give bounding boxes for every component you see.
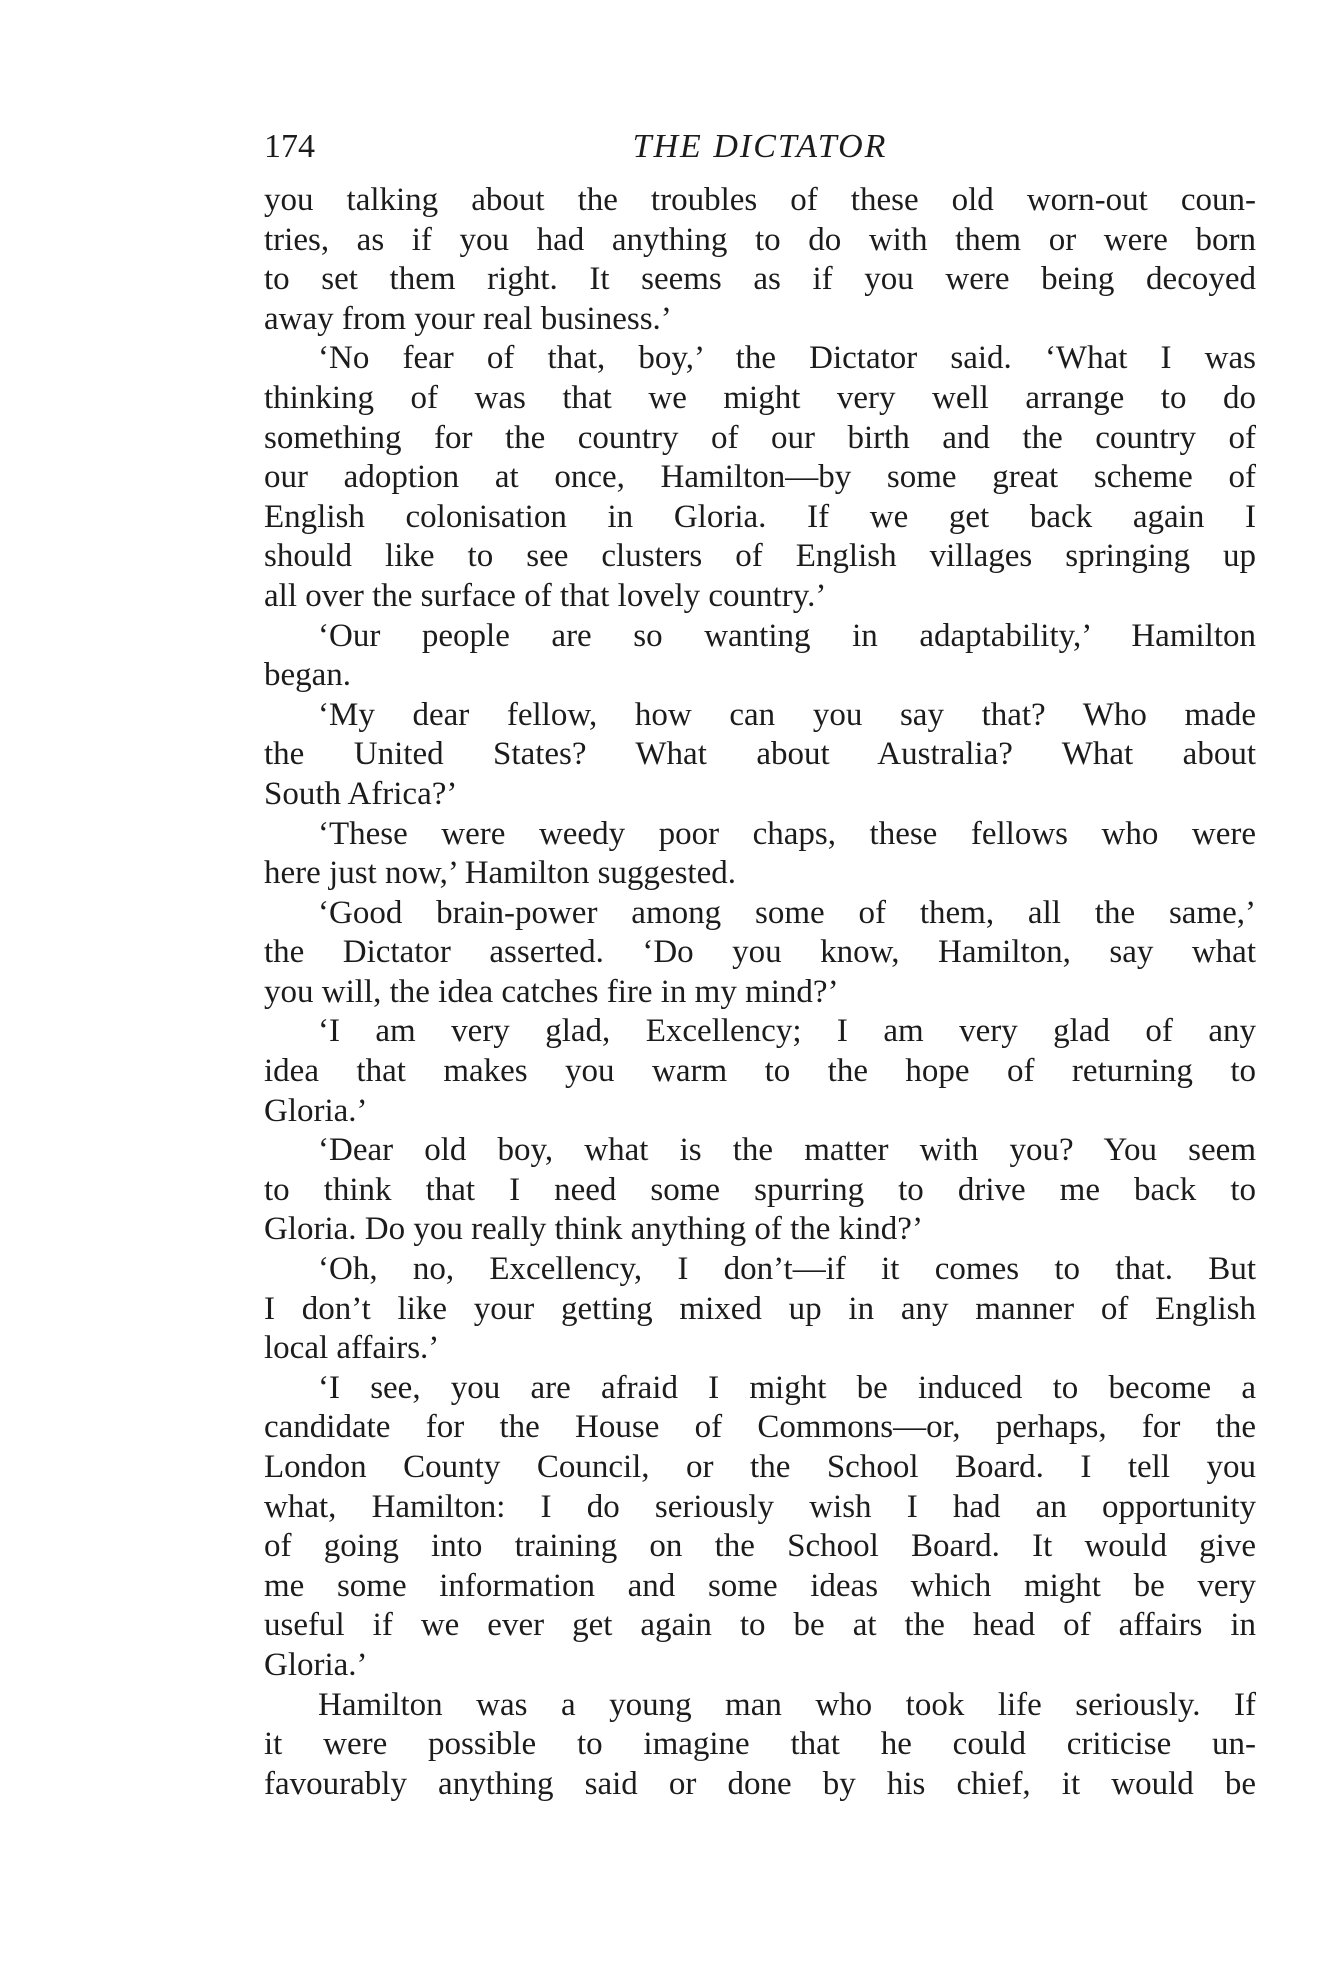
text-line: to set them right. It seems as if you were being decoyed [264,261,1256,298]
text-line: ‘Good brain-power among some of them, all the same,’ [318,894,1256,931]
page-number: 174 [264,128,315,165]
text-line: began. [264,657,352,694]
text-line: tries, as if you had anything to do with them or were born [264,221,1256,258]
text-line: ‘I see, you are afraid I might be induced to become a [318,1369,1256,1406]
running-title: THE DICTATOR [632,128,888,165]
text-line: ‘Oh, no, Excellency, I don’t—if it comes to that. But [318,1251,1256,1288]
text-line: what, Hamilton: I do seriously wish I had an opportunity [264,1488,1256,1525]
text-line: ‘Our people are so wanting in adaptability,’ Hamilton [318,617,1256,654]
text-line: idea that makes you warm to the hope of returning to [264,1053,1256,1090]
text-line: candidate for the House of Commons—or, perhaps, for the [264,1409,1256,1446]
text-line: Gloria.’ [264,1092,368,1129]
text-line: ‘I am very glad, Excellency; I am very glad of any [318,1013,1256,1050]
text-line: all over the surface of that lovely country.’ [264,577,827,614]
text-line: South Africa?’ [264,775,458,812]
text-line: useful if we ever get again to be at the head of affairs in [264,1607,1256,1644]
text-line: the United States? What about Australia? What about [264,736,1256,773]
text-line: Hamilton was a young man who took life seriously. If [318,1686,1256,1723]
text-line: local affairs.’ [264,1330,440,1367]
text-line: the Dictator asserted. ‘Do you know, Hamilton, say what [264,934,1256,971]
text-line: me some information and some ideas which might be very [264,1567,1256,1604]
text-line: should like to see clusters of English villages springing up [264,538,1256,575]
text-line: I don’t like your getting mixed up in any manner of English [264,1290,1256,1327]
text-line: Gloria.’ [264,1646,368,1683]
text-line: you will, the idea catches fire in my mind?’ [264,973,839,1010]
running-head [264,128,1256,174]
text-line: ‘No fear of that, boy,’ the Dictator said. ‘What I was [318,340,1256,377]
text-line: ‘Dear old boy, what is the matter with you? You seem [318,1132,1256,1169]
text-line: our adoption at once, Hamilton—by some great scheme of [264,459,1256,496]
text-line: ‘These were weedy poor chaps, these fellows who were [318,815,1256,852]
text-line: of going into training on the School Board. It would give [264,1528,1256,1565]
text-line: something for the country of our birth and the country of [264,419,1256,456]
text-line: favourably anything said or done by his chief, it would be [264,1765,1256,1802]
text-line: ‘My dear fellow, how can you say that? Who made [318,696,1256,733]
body-text [264,181,1256,1804]
text-line: thinking of was that we might very well arrange to do [264,379,1256,416]
text-line: away from your real business.’ [264,300,672,337]
text-line: London County Council, or the School Board. I tell you [264,1449,1256,1485]
text-line: it were possible to imagine that he could criticise un- [264,1726,1256,1763]
text-line: to think that I need some spurring to drive me back to [264,1171,1256,1208]
text-line: Gloria. Do you really think anything of the kind?’ [264,1211,923,1248]
text-line: English colonisation in Gloria. If we get back again I [264,498,1256,535]
text-line: here just now,’ Hamilton suggested. [264,855,736,892]
text-line: you talking about the troubles of these old worn-out coun- [264,182,1256,218]
